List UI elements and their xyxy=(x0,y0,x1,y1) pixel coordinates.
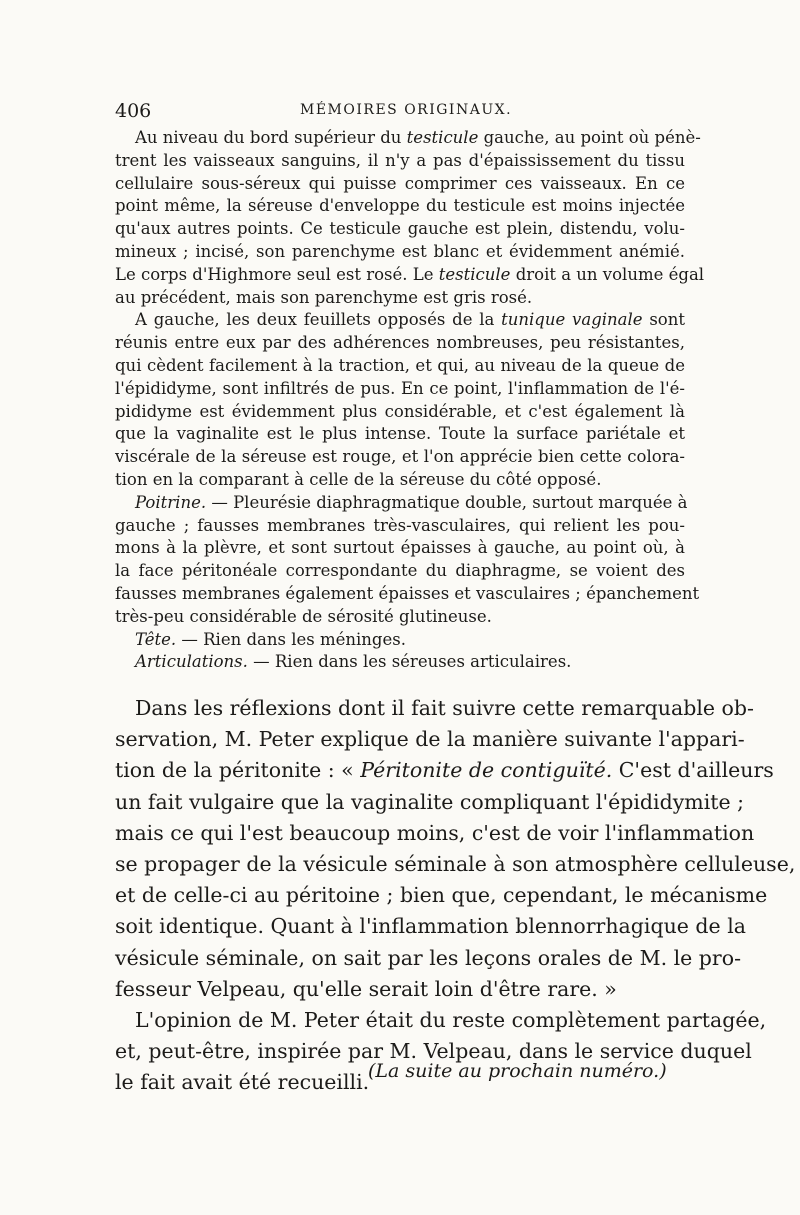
text-line: servation, M. Peter explique de la manière suivante l'appari- xyxy=(115,727,745,752)
commentary-text xyxy=(115,693,796,1098)
text-line: Poitrine. — Pleurésie diaphragmatique double, surtout marquée à xyxy=(135,492,688,512)
text-line: Au niveau du bord supérieur du testicule gauche, au point où pénè- xyxy=(135,128,701,147)
text-line: réunis entre eux par des adhérences nombreuses, peu résistantes, xyxy=(115,333,685,353)
text-line: viscérale de la séreuse est rouge, et l'on apprécie bien cette colora- xyxy=(115,447,685,467)
text-line: trent les vaisseaux sanguins, il n'y a pas d'épaississement du tissu xyxy=(115,150,685,170)
text-line: qui cèdent facilement à la traction, et qui, au niveau de la queue de xyxy=(115,355,685,375)
continuation-note: (La suite au prochain numéro.) xyxy=(368,1060,667,1082)
text-line: Le corps d'Highmore seul est rosé. Le testicule droit a un volume égal xyxy=(115,264,705,284)
text-line: très-peu considérable de sérosité glutineuse. xyxy=(115,606,492,626)
text-line: mineux ; incisé, son parenchyme est blanc et évidemment anémié. xyxy=(115,241,685,261)
text-line: l'épididyme, sont infiltrés de pus. En ce point, l'inflammation de l'é- xyxy=(115,378,685,398)
page-number: 406 xyxy=(115,100,152,122)
text-line: que la vaginalite est le plus intense. Toute la surface pariétale et xyxy=(115,424,685,444)
text-line: pididyme est évidemment plus considérable, et c'est également là xyxy=(115,401,685,421)
running-title: MÉMOIRES ORIGINAUX. xyxy=(300,102,513,118)
text-line: Articulations. — Rien dans les séreuses articulaires. xyxy=(135,652,572,672)
case-report-text xyxy=(115,127,705,674)
text-line: se propager de la vésicule séminale à son atmosphère celluleuse, xyxy=(115,851,796,876)
text-line: vésicule séminale, on sait par les leçons orales de M. le pro- xyxy=(115,945,742,970)
text-line: la face péritonéale correspondante du diaphragme, se voient des xyxy=(115,561,685,581)
text-line: point même, la séreuse d'enveloppe du testicule est moins injectée xyxy=(115,196,685,216)
text-line: au précédent, mais son parenchyme est gris rosé. xyxy=(115,287,533,307)
text-line: et de celle-ci au péritoine ; bien que, cependant, le mécanisme xyxy=(115,883,768,908)
text-line: tion de la péritonite : « Péritonite de contiguïté. C'est d'ailleurs xyxy=(115,758,774,783)
running-head xyxy=(115,100,690,124)
text-line: fausses membranes également épaisses et vasculaires ; épanchement xyxy=(115,583,700,603)
text-line: Tête. — Rien dans les méninges. xyxy=(135,629,406,649)
text-line: gauche ; fausses membranes très-vasculaires, qui relient les pou- xyxy=(115,515,685,535)
text-line: un fait vulgaire que la vaginalite compliquant l'épididymite ; xyxy=(115,789,745,814)
text-line: et, peut-être, inspirée par M. Velpeau, dans le service duquel xyxy=(115,1039,752,1064)
text-line: fesseur Velpeau, qu'elle serait loin d'être rare. » xyxy=(115,976,617,1001)
text-line: Dans les réflexions dont il fait suivre cette remarquable ob- xyxy=(135,696,754,720)
text-line: soit identique. Quant à l'inflammation blennorrhagique de la xyxy=(115,914,746,939)
text-line: le fait avait été recueilli. xyxy=(115,1070,370,1095)
text-line: L'opinion de M. Peter était du reste complètement partagée, xyxy=(135,1007,767,1032)
text-line: qu'aux autres points. Ce testicule gauche est plein, distendu, volu- xyxy=(115,219,685,239)
text-line: A gauche, les deux feuillets opposés de la tunique vaginale sont xyxy=(135,310,685,330)
text-line: tion en la comparant à celle de la séreuse du côté opposé. xyxy=(115,469,602,489)
text-line: cellulaire sous-séreux qui puisse comprimer ces vaisseaux. En ce xyxy=(115,173,685,193)
text-line: mais ce qui l'est beaucoup moins, c'est de voir l'inflammation xyxy=(115,820,755,845)
text-line: mons à la plèvre, et sont surtout épaisses à gauche, au point où, à xyxy=(115,538,685,558)
